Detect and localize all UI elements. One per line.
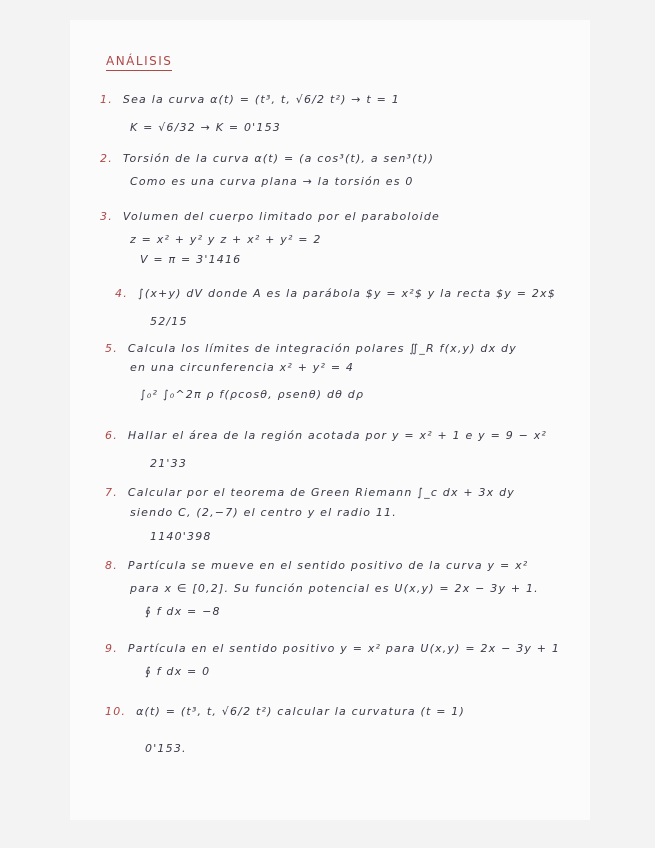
question-7: [105, 486, 515, 499]
question-number: 9.: [105, 642, 118, 655]
question-number: 10.: [105, 705, 127, 718]
question-3: [100, 210, 440, 223]
question-number: 1.: [100, 93, 113, 106]
answer-6: 21'33: [150, 457, 188, 470]
answer-8: ∮ f dx = −8: [145, 605, 221, 618]
question-text: Partícula en el sentido positivo y = x² para U(x,y) = 2x − 3y + 1: [127, 642, 561, 655]
answer-3: V = π = 3'1416: [140, 253, 242, 266]
question-number: 3.: [100, 210, 113, 223]
question-text: Calcula los límites de integración polares ∬_R f(x,y) dx dy: [127, 342, 517, 355]
question-text: Volumen del cuerpo limitado por el paraboloide: [122, 210, 441, 223]
answer-9: ∮ f dx = 0: [145, 665, 211, 678]
question-1: [100, 93, 400, 106]
question-text: Partícula se mueve en el sentido positivo de la curva y = x²: [127, 559, 529, 572]
question-number: 5.: [105, 342, 118, 355]
question-4: [115, 287, 556, 300]
question-text: α(t) = (t³, t, √6/2 t²) calcular la curvatura (t = 1): [136, 705, 465, 718]
question-number: 4.: [115, 287, 128, 300]
page-title: ANÁLISIS: [106, 54, 172, 71]
question-9: [105, 642, 560, 655]
question-text: ∫(x+y) dV donde A es la parábola $y = x²$ y la recta $y = 2x$: [137, 287, 556, 300]
answer-2: Como es una curva plana → la torsión es 0: [130, 175, 414, 188]
notebook-page: [70, 20, 590, 820]
question-number: 6.: [105, 429, 118, 442]
question-text: Calcular por el teorema de Green Riemann ∫_c dx + 3x dy: [127, 486, 515, 499]
answer-5: ∫₀² ∫₀^2π ρ f(ρcosθ, ρsenθ) dθ dρ: [140, 388, 365, 401]
question-10: [105, 705, 465, 718]
question-8-line-2: para x ∈ [0,2]. Su función potencial es U(x,y) = 2x − 3y + 1.: [130, 582, 539, 595]
question-7-line-2: siendo C, (2,−7) el centro y el radio 11.: [130, 506, 397, 519]
question-3-line-2: z = x² + y² y z + x² + y² = 2: [130, 233, 322, 246]
answer-7: 1140'398: [150, 530, 212, 543]
question-2: [100, 152, 434, 165]
answer-10: 0'153.: [145, 742, 187, 755]
question-text: Sea la curva α(t) = (t³, t, √6/2 t²) → t = 1: [122, 93, 400, 106]
question-6: [105, 429, 547, 442]
question-number: 7.: [105, 486, 118, 499]
answer-4: 52/15: [150, 315, 188, 328]
question-number: 2.: [100, 152, 113, 165]
question-5: [105, 342, 517, 355]
answer-1: K = √6/32 → K = 0'153: [130, 121, 281, 134]
question-5-line-2: en una circunferencia x² + y² = 4: [130, 361, 355, 374]
question-text: Torsión de la curva α(t) = (a cos³(t), a sen³(t)): [122, 152, 435, 165]
question-number: 8.: [105, 559, 118, 572]
question-8: [105, 559, 528, 572]
question-text: Hallar el área de la región acotada por y = x² + 1 e y = 9 − x²: [127, 429, 548, 442]
